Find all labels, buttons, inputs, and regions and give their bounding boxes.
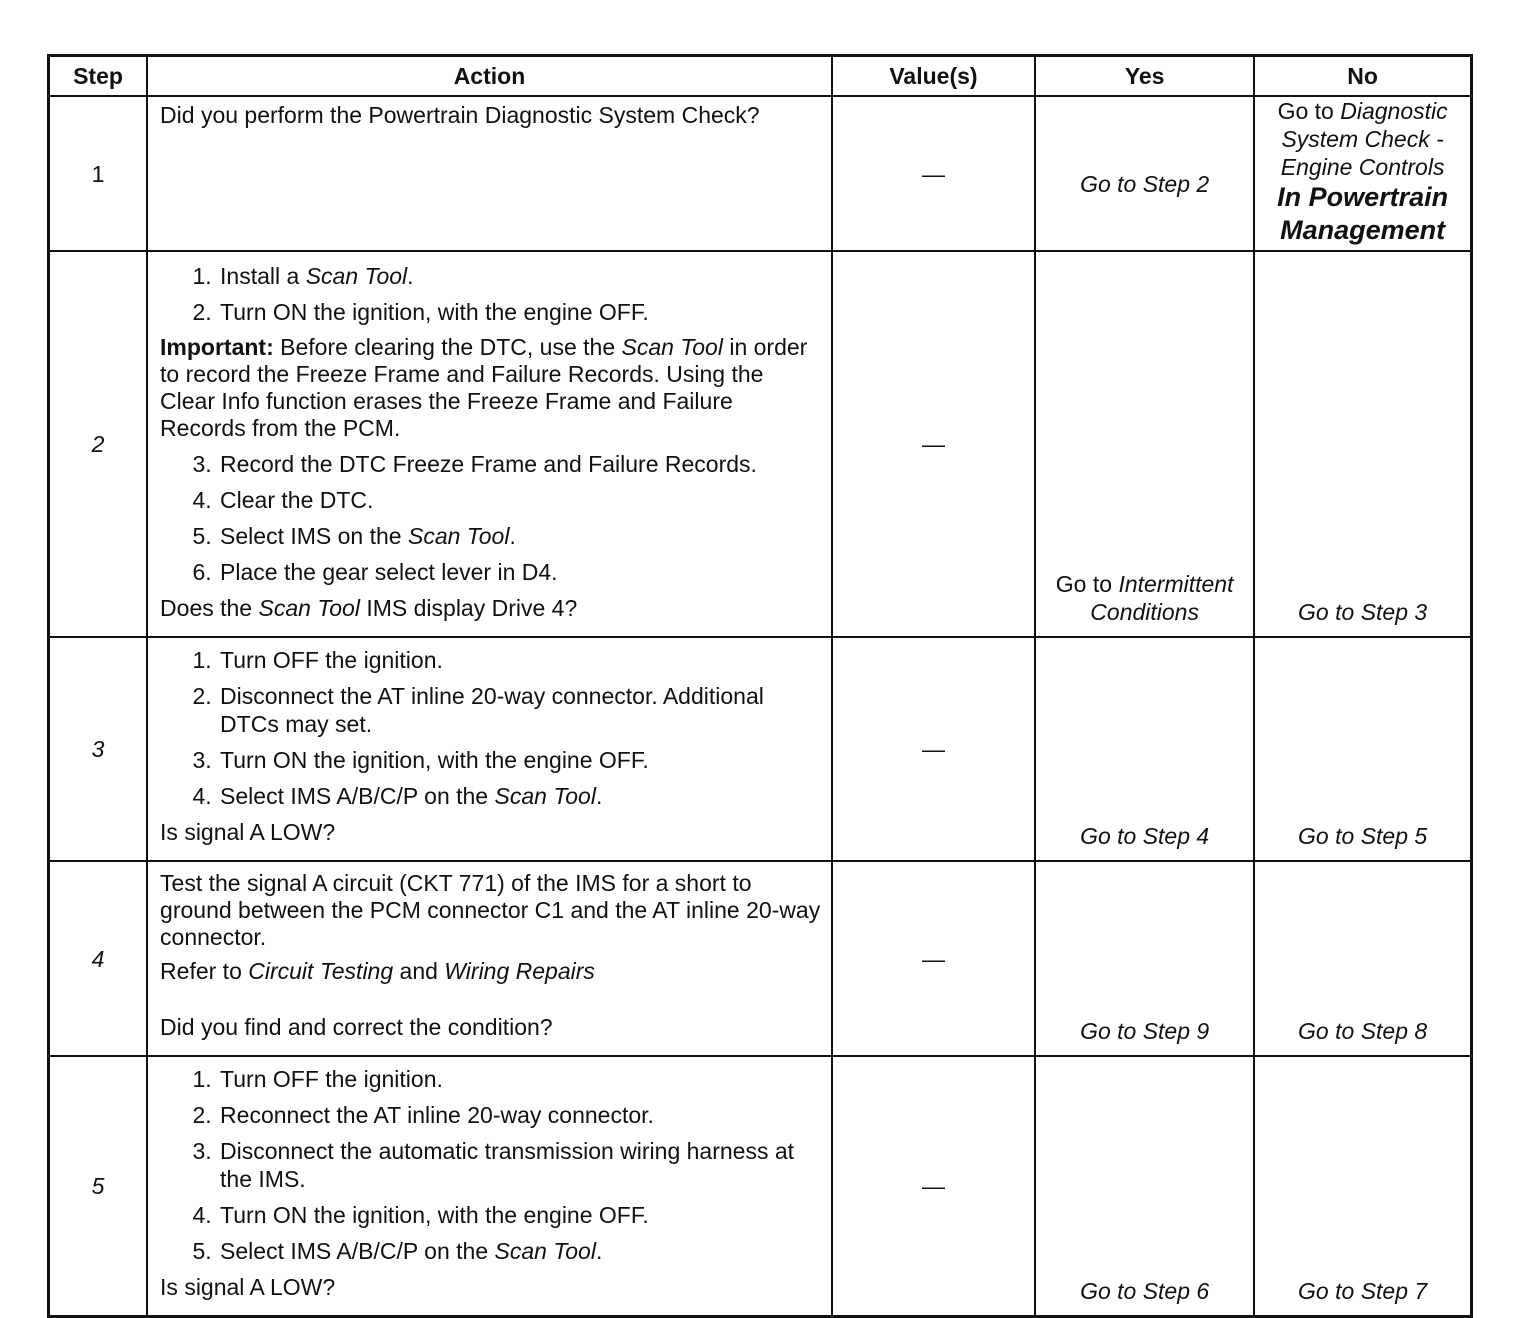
step-number: 1	[49, 96, 148, 251]
yes-cell	[1035, 251, 1254, 637]
action-cell	[147, 96, 832, 251]
no-cell	[1254, 1056, 1471, 1317]
value-cell: —	[832, 637, 1035, 861]
test-instruction: Test the signal A circuit (CKT 771) of the IMS for a short to ground between the PCM connector C1 and the AT inline 20-way connector.	[160, 870, 821, 950]
no-cell	[1254, 637, 1471, 861]
yes-cell	[1035, 861, 1254, 1056]
header-step: Step	[49, 56, 148, 97]
table-row	[49, 1056, 1472, 1317]
no-link[interactable]: Go to Step 7	[1298, 1278, 1428, 1304]
important-note: Important: Before clearing the DTC, use the Scan Tool in order to record the Freeze Frame and Failure Records. Using the Clear Info function erases the Freeze Frame and Failure Records from the PCM.	[160, 334, 808, 441]
header-action: Action	[147, 56, 832, 97]
action-cell	[147, 251, 832, 637]
header-no: No	[1254, 56, 1471, 97]
diagnostic-table	[47, 54, 1473, 1318]
yes-link[interactable]: Go to Intermittent Conditions	[1055, 571, 1234, 625]
yes-cell	[1035, 637, 1254, 861]
action-item: 1. Turn OFF the ignition.	[218, 646, 821, 674]
action-item: 1. Install a Scan Tool.	[218, 262, 821, 290]
action-item: 1. Turn OFF the ignition.	[218, 1065, 821, 1093]
value-cell: —	[832, 96, 1035, 251]
step-number: 2	[49, 251, 148, 637]
no-link[interactable]: Go to Step 8	[1298, 1018, 1428, 1044]
action-question: Does the Scan Tool IMS display Drive 4?	[160, 595, 578, 621]
no-link[interactable]: Diagnostic System Check - Engine Controls	[1280, 98, 1448, 180]
table-row	[49, 861, 1472, 1056]
action-cell	[147, 1056, 832, 1317]
header-yes: Yes	[1035, 56, 1254, 97]
action-item: 4. Select IMS A/B/C/P on the Scan Tool.	[218, 782, 821, 810]
no-cell	[1254, 251, 1471, 637]
no-cell	[1254, 96, 1471, 251]
action-item: 6. Place the gear select lever in D4.	[218, 558, 821, 586]
link-circuit-testing[interactable]: Circuit Testing	[248, 958, 394, 984]
no-link-reference: In Powertrain Management	[1277, 182, 1449, 245]
step-number: 3	[49, 637, 148, 861]
yes-link[interactable]: Go to Step 2	[1080, 170, 1210, 197]
action-item: 3. Record the DTC Freeze Frame and Failure Records.	[218, 450, 821, 478]
yes-link[interactable]: Go to Step 9	[1080, 1018, 1210, 1044]
step-number: 5	[49, 1056, 148, 1317]
action-question: Did you perform the Powertrain Diagnostic System Check?	[160, 102, 760, 128]
no-prefix: Go to	[1277, 98, 1341, 124]
action-item: 5. Select IMS on the Scan Tool.	[218, 522, 821, 550]
header-values: Value(s)	[832, 56, 1035, 97]
yes-link[interactable]: Go to Step 4	[1080, 823, 1210, 849]
table-row	[49, 251, 1472, 637]
header-row	[49, 56, 1472, 97]
action-question: Did you find and correct the condition?	[160, 1014, 553, 1040]
yes-cell	[1035, 96, 1254, 251]
value-cell: —	[832, 251, 1035, 637]
yes-cell	[1035, 1056, 1254, 1317]
table-row	[49, 96, 1472, 251]
action-item: 2. Turn ON the ignition, with the engine OFF.	[218, 298, 821, 326]
refer-text: Refer to Circuit Testing and Wiring Repairs	[160, 958, 595, 984]
no-cell	[1254, 861, 1471, 1056]
no-link[interactable]: Go to Step 5	[1298, 823, 1428, 849]
action-item: 4. Turn ON the ignition, with the engine OFF.	[218, 1201, 821, 1229]
action-item: 3. Turn ON the ignition, with the engine OFF.	[218, 746, 821, 774]
action-item: 3. Disconnect the automatic transmission wiring harness at the IMS.	[218, 1137, 821, 1193]
link-wiring-repairs[interactable]: Wiring Repairs	[444, 958, 595, 984]
table-row	[49, 637, 1472, 861]
value-cell: —	[832, 861, 1035, 1056]
action-item: 4. Clear the DTC.	[218, 486, 821, 514]
value-cell: —	[832, 1056, 1035, 1317]
yes-link[interactable]: Go to Step 6	[1080, 1278, 1210, 1304]
action-item: 5. Select IMS A/B/C/P on the Scan Tool.	[218, 1237, 821, 1265]
action-item: 2. Reconnect the AT inline 20-way connector.	[218, 1101, 821, 1129]
no-link[interactable]: Go to Step 3	[1298, 599, 1428, 625]
action-cell	[147, 861, 832, 1056]
action-question: Is signal A LOW?	[160, 819, 336, 845]
step-number: 4	[49, 861, 148, 1056]
action-item: 2. Disconnect the AT inline 20-way connector. Additional DTCs may set.	[218, 682, 821, 738]
action-cell	[147, 637, 832, 861]
action-question: Is signal A LOW?	[160, 1274, 336, 1300]
